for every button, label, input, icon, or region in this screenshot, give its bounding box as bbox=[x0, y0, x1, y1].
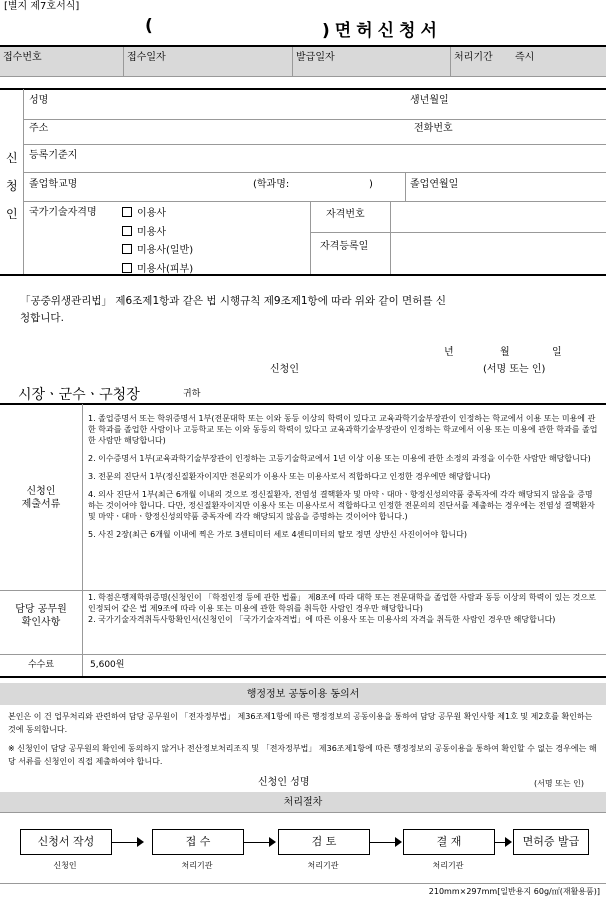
submission-docs-list bbox=[88, 413, 600, 540]
signature-hint: (서명 또는 인) bbox=[483, 364, 546, 375]
consent-signer-label: 신청인 성명 bbox=[258, 777, 310, 788]
arrow-right-icon bbox=[137, 837, 144, 847]
step-license-issue: 면허증 발급 bbox=[513, 829, 589, 855]
form-reference: [별지 제7호서식] bbox=[4, 1, 80, 12]
consent-paragraph-1: 본인은 이 건 업무처리와 관련하여 담당 공무원이 「전자정부법」 제36조제1항에 따른 행정정보의 공동이용을 통하여 담당 공무원 확인사항 제1호 및 제2호를 확인하는 것에 동의합니다. bbox=[8, 712, 593, 734]
addressee-to: 귀하 bbox=[183, 389, 201, 399]
address-field[interactable]: 주소 bbox=[29, 123, 49, 134]
school-name-field[interactable]: 졸업학교명 bbox=[29, 179, 78, 190]
paper-spec-footer: 210mm×297mm[일반용지 60g/㎡(재활용품)] bbox=[428, 887, 600, 896]
cert-number-label: 자격번호 bbox=[326, 209, 365, 220]
procedure-flow bbox=[0, 812, 606, 884]
procedure-title: 처리절차 bbox=[283, 797, 323, 808]
statement-line-1: 「공중위생관리법」 제6조제1항과 같은 법 시행규칙 제9조제1항에 따라 위와 같이 면허를 신 bbox=[20, 295, 446, 307]
checkbox-icon[interactable] bbox=[122, 244, 132, 254]
actor-applicant: 신청인 bbox=[53, 861, 77, 870]
birth-date-field[interactable]: 생년월일 bbox=[410, 95, 449, 106]
statement-line-2: 청합니다. bbox=[20, 312, 64, 324]
receipt-number-label: 접수번호 bbox=[3, 52, 42, 63]
doc-item-4: 4. 의사 진단서 1부(최근 6개월 이내의 것으로 정신질환자, 전염성 결핵환자 및 마약ㆍ대마ㆍ향정신성의약품 중독자에 각각 해당되지 않음을 증명하는 것이어야 합니다. 다만, 정신질환자이지만 이용사 또는 미용사로서 적합하다고 인정한 전문의의 진단서를 제출하는 경우에는 전염성 결핵환자 및 마약ㆍ대마ㆍ향정신성의약품 중독자에 각각 해당되지 않음을 증명하는 것이어야 합니다.) bbox=[88, 490, 595, 521]
day-label: 일 bbox=[552, 347, 562, 358]
name-field[interactable]: 성명 bbox=[29, 95, 49, 106]
side-char-3: 인 bbox=[6, 207, 18, 221]
doc-item-2: 2. 이수증명서 1부(교육과학기술부장관이 인정하는 고등기술학교에서 1년 이상 이용 또는 미용에 관한 소정의 과정을 이수한 사람만 해당합니다) bbox=[88, 454, 591, 463]
consent-title: 행정정보 공동이용 동의서 bbox=[246, 689, 360, 700]
side-char-2: 청 bbox=[6, 179, 18, 193]
registration-standard-field[interactable]: 등록기준지 bbox=[29, 150, 78, 161]
step-approval: 결 재 bbox=[403, 829, 495, 855]
arrow-right-icon bbox=[395, 837, 402, 847]
doc-item-3: 3. 전문의 진단서 1부(정신질환자이지만 전문의가 이용사 또는 미용사로서 적합하다고 인정한 경우에만 해당합니다) bbox=[88, 472, 491, 481]
processing-period-label: 처리기간 bbox=[454, 52, 493, 63]
checkbox-icon[interactable] bbox=[122, 263, 132, 273]
doc-item-5: 5. 사진 2장(최근 6개월 이내에 찍은 가로 3센티미터 세로 4센티미터의 탈모 정면 상반신 사진이어야 합니다) bbox=[88, 530, 467, 539]
cert-option-barber[interactable]: 이용사 bbox=[122, 205, 193, 224]
processing-period-value: 즉시 bbox=[515, 52, 535, 63]
graduation-date-field[interactable]: 졸업연월일 bbox=[410, 179, 459, 190]
doc-item-1: 1. 졸업증명서 또는 학위증명서 1부(전문대학 또는 이와 동등 이상의 학력이 있다고 교육과학기술부장관이 인정하는 학교에서 이용 또는 미용에 관한 학과를 졸업한 사람이나 고등학교 또는 이와 동등의 학력이 있다고 교육과학기술부장관이 인정하는 학교에서 이용 또는 미용에 관한 학과를 졸업한 사람만 해당합니다) bbox=[88, 414, 598, 445]
applicant-signature-label: 신청인 bbox=[270, 364, 299, 375]
side-char-1: 신 bbox=[6, 151, 18, 165]
fee-label: 수수료 bbox=[27, 660, 55, 670]
submission-docs-label: 신청인 제출서류 bbox=[21, 486, 61, 510]
issue-date-label: 발급일자 bbox=[296, 52, 335, 63]
consent-paragraph-2: ※ 신청인이 담당 공무원의 확인에 동의하지 않거나 전산정보처리조직 및 「전자정부법」 제36조제1항에 따른 행정정보의 공동이용을 통하여 확인할 수 없는 경우에는 해당 서류를 신청인이 직접 제출하여야 합니다. bbox=[8, 744, 597, 766]
checkbox-icon[interactable] bbox=[122, 207, 132, 217]
checkbox-icon[interactable] bbox=[122, 226, 132, 236]
fee-value: 5,600원 bbox=[90, 660, 125, 670]
page-title: )면허신청서 bbox=[322, 21, 442, 41]
month-label: 월 bbox=[500, 347, 510, 358]
application-statement bbox=[20, 293, 595, 327]
phone-field[interactable]: 전화번호 bbox=[414, 123, 453, 134]
year-label: 년 bbox=[444, 347, 454, 358]
receipt-date-label: 접수일자 bbox=[127, 52, 166, 63]
national-cert-label: 국가기술자격명 bbox=[29, 207, 97, 218]
cert-option-beautician-skin[interactable]: 미용사(피부) bbox=[122, 261, 193, 280]
applicant-side-label bbox=[6, 144, 18, 228]
department-close: ) bbox=[369, 179, 373, 190]
cert-option-beautician-general[interactable]: 미용사(일반) bbox=[122, 242, 193, 261]
arrow-right-icon bbox=[269, 837, 276, 847]
arrow-right-icon bbox=[505, 837, 512, 847]
officer-check-label: 담당 공무원 확인사항 bbox=[15, 604, 67, 628]
cert-registration-date-label: 자격등록일 bbox=[320, 241, 369, 252]
step-application: 신청서 작성 bbox=[20, 829, 112, 855]
addressee: 시장ㆍ군수ㆍ구청장 bbox=[18, 387, 140, 403]
cert-option-beautician[interactable]: 미용사 bbox=[122, 224, 193, 243]
actor-agency-3: 처리기관 bbox=[432, 861, 464, 870]
officer-check-list bbox=[88, 592, 600, 625]
cert-options bbox=[122, 205, 193, 279]
title-open-paren: ( bbox=[145, 16, 153, 36]
actor-agency-1: 처리기관 bbox=[181, 861, 213, 870]
officer-item-1: 1. 학점은행제학위증명(신청인이 「학점인정 등에 관한 법률」 제8조에 따라 대학 또는 전문대학을 졸업한 사람과 동등 이상의 학력이 있는 것으로 인정되어 같은 법 제9조에 따라 이용 또는 미용에 관한 학위를 취득한 사람인 경우만 해당합니다) bbox=[88, 593, 596, 613]
officer-item-2: 2. 국가기술자격취득사항확인서(신청인이 「국가기술자격법」에 따른 이용사 또는 미용사의 자격을 취득한 사람인 경우만 해당합니다) bbox=[88, 615, 556, 624]
consent-signature-hint: (서명 또는 인) bbox=[534, 779, 584, 788]
actor-agency-2: 처리기관 bbox=[307, 861, 339, 870]
step-review: 검 토 bbox=[278, 829, 370, 855]
step-receipt: 접 수 bbox=[152, 829, 244, 855]
department-label: (학과명: bbox=[253, 179, 290, 190]
